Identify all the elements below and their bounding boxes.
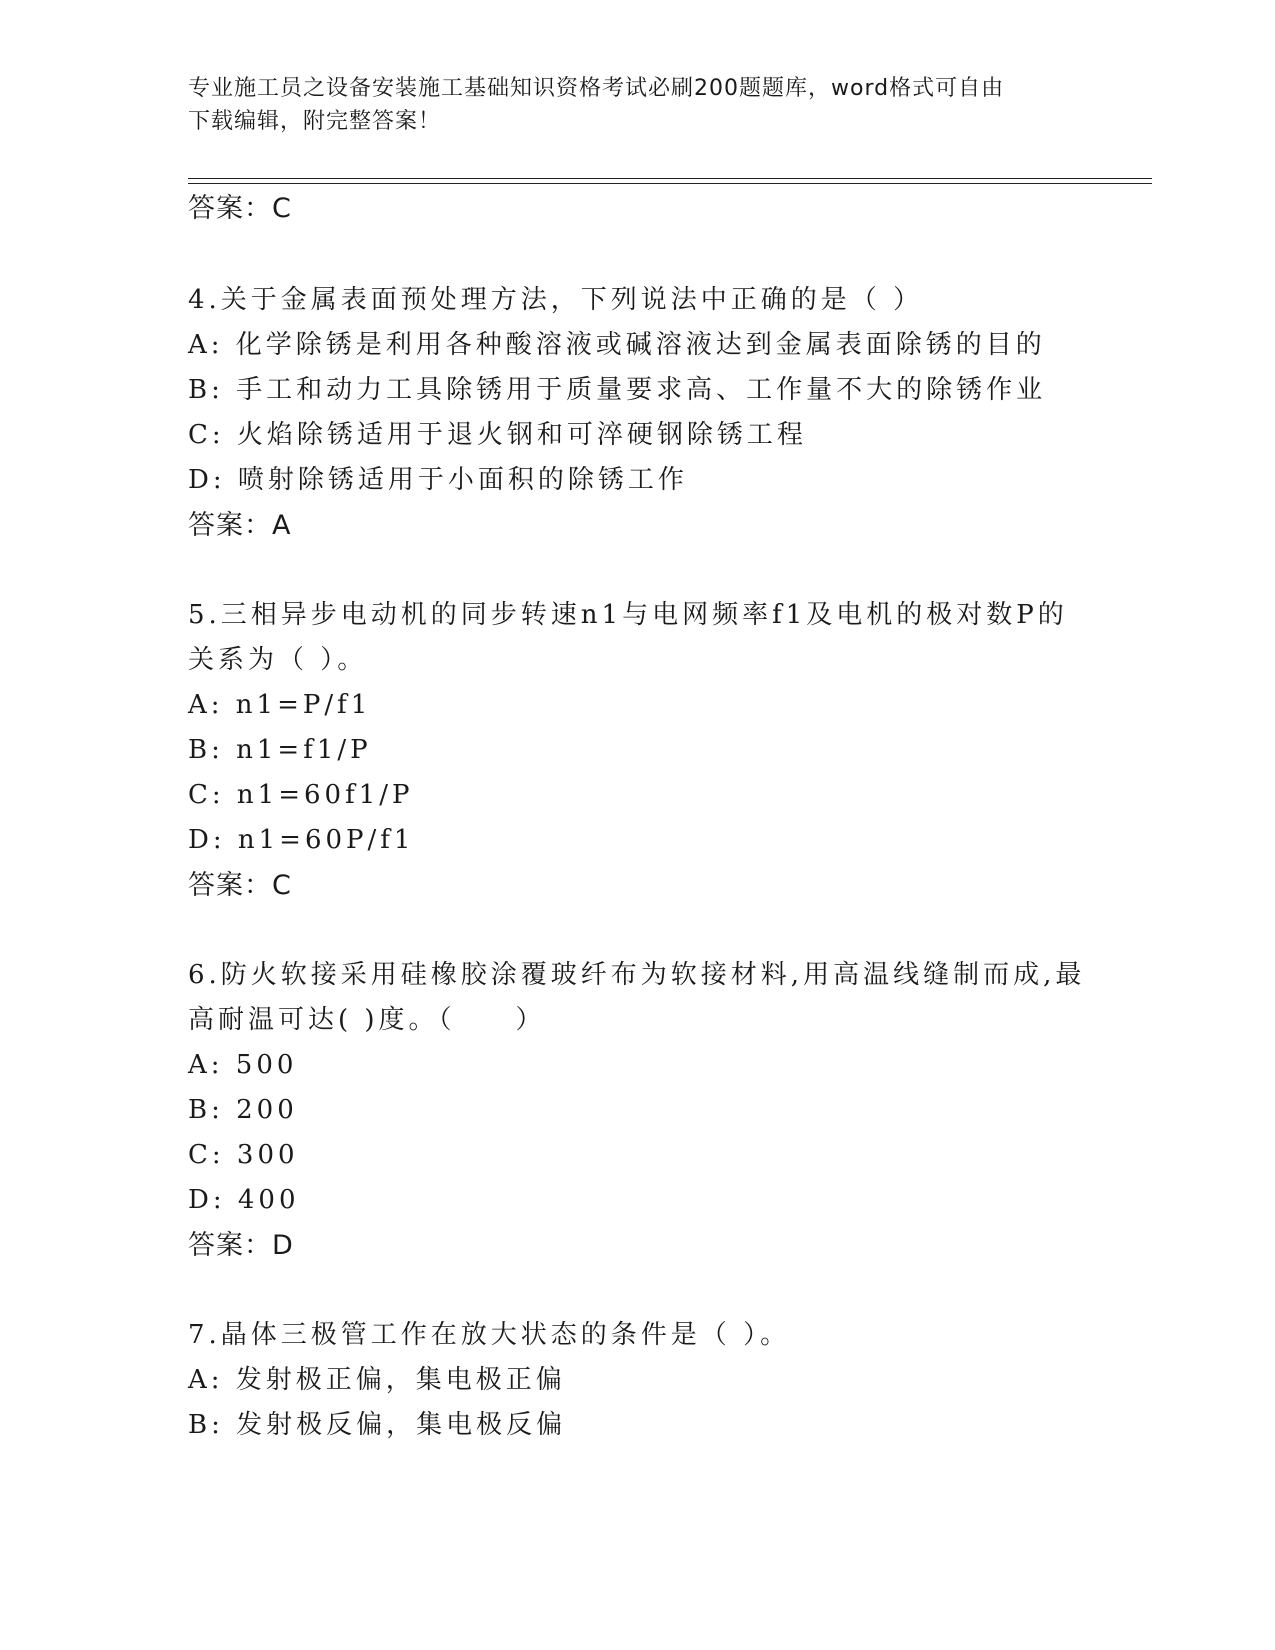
- question-6-option-c: C: 300: [188, 1140, 299, 1170]
- question-5-option-b: B: n1=f1/P: [188, 735, 372, 765]
- question-6-stem-line-2: 高耐温可达( )度。（ ）: [188, 1005, 546, 1035]
- header-line-2: 下载编辑，附完整答案！: [188, 109, 442, 134]
- question-6-option-d: D: 400: [188, 1185, 300, 1215]
- question-6-stem-line-1: 6.防火软接采用硅橡胶涂覆玻纤布为软接材料,用高温线缝制而成,最: [188, 960, 1086, 990]
- answer-q4: 答案：A: [188, 510, 292, 541]
- question-7-stem: 7.晶体三极管工作在放大状态的条件是（ ）。: [188, 1320, 791, 1350]
- question-6-option-a: A: 500: [188, 1050, 298, 1080]
- question-7-option-b: B: 发射极反偏，集电极反偏: [188, 1410, 567, 1440]
- question-5-stem-line-2: 关系为（ ）。: [188, 645, 368, 675]
- question-4-option-a: A: 化学除锈是利用各种酸溶液或碱溶液达到金属表面除锈的目的: [188, 330, 1046, 360]
- question-4-option-c: C: 火焰除锈适用于退火钢和可淬硬钢除锈工程: [188, 420, 807, 450]
- question-4-stem: 4.关于金属表面预处理方法，下列说法中正确的是（ ）: [188, 285, 924, 315]
- answer-q5: 答案：C: [188, 870, 292, 901]
- document-header: [188, 72, 1068, 138]
- question-4-option-d: D: 喷射除锈适用于小面积的除锈工作: [188, 465, 688, 495]
- question-4-option-b: B: 手工和动力工具除锈用于质量要求高、工作量不大的除锈作业: [188, 375, 1047, 405]
- header-divider-top: [188, 178, 1152, 179]
- question-5-stem-line-1: 5.三相异步电动机的同步转速n1与电网频率f1及电机的极对数P的: [188, 600, 1068, 630]
- question-5-option-a: A: n1=P/f1: [188, 690, 372, 720]
- answer-q3: 答案：C: [188, 193, 292, 224]
- question-5-option-d: D: n1=60P/f1: [188, 825, 415, 855]
- question-6-option-b: B: 200: [188, 1095, 298, 1125]
- header-divider-bottom: [188, 183, 1152, 184]
- header-line-1: 专业施工员之设备安装施工基础知识资格考试必刷200题题库，word格式可自由: [188, 76, 1005, 101]
- answer-q6: 答案：D: [188, 1230, 294, 1261]
- question-7-option-a: A: 发射极正偏，集电极正偏: [188, 1365, 566, 1395]
- question-5-option-c: C: n1=60f1/P: [188, 780, 414, 810]
